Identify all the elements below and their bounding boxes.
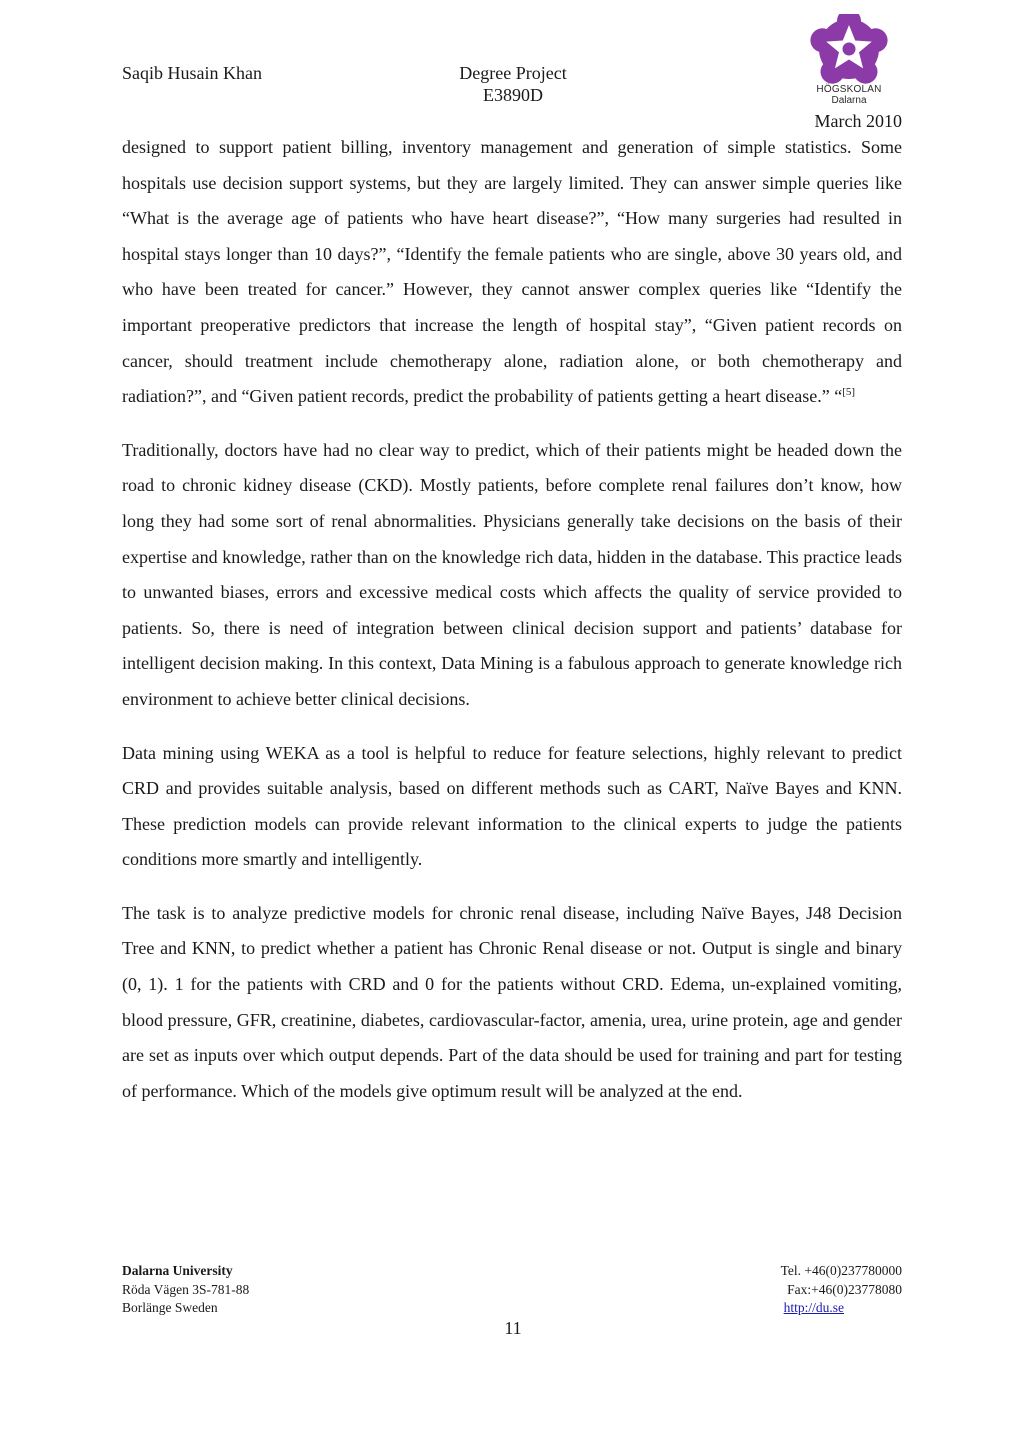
university-logo (808, 14, 890, 110)
footer-street: Röda Vägen 3S-781-88 (122, 1281, 250, 1297)
logo-text-dalarna: Dalarna (831, 95, 867, 106)
header-project-title: Degree Project (459, 63, 567, 83)
logo-text-hogskolan: HÖGSKOLAN (816, 84, 882, 95)
paragraph-2: Traditionally, doctors have had no clear way to predict, which of their patients might be headed down the road to chronic kidney disease (CKD). Mostly patients, before complete renal failures don’t know, how long they had some sort of renal abnormalities. Physicians generally take decisions on the basis of their expertise and knowledge, rather than on the knowledge rich data, hidden in the database. This practice leads to unwanted biases, errors and excessive medical costs which affects the quality of service provided to patients. So, there is need of integration between clinical decision support and patients’ database for intelligent decision making. In this context, Data Mining is a fabulous approach to generate knowledge rich environment to achieve better clinical decisions. (122, 439, 902, 709)
paragraph-1 (122, 130, 902, 415)
footer-website-link[interactable]: http://du.se (783, 1300, 844, 1315)
header-author: Saqib Husain Khan (122, 63, 262, 83)
header-date: March 2010 (814, 111, 902, 131)
footer-address (122, 1262, 249, 1318)
paragraph-1-text: designed to support patient billing, inventory management and generation of simple statistics. Some hospitals use decision support systems, but they are largely limited. They can answer simple queries like “What is the average age of patients who have heart disease?”, “How many surgeries had resulted in hospital stays longer than 10 days?”, “Identify the female patients who are single, above 30 years old, and who have been treated for cancer.” However, they cannot answer complex queries like “Identify the important preoperative predictors that increase the length of hospital stay”, “Given patient records on cancer, should treatment include chemotherapy alone, radiation alone, or both chemotherapy and radiation?”, and “Given patient records, predict the probability of patients getting a heart disease.” “ (122, 137, 902, 407)
paragraph-4: The task is to analyze predictive models for chronic renal disease, including Naïve Bayes, J48 Decision Tree and KNN, to predict whether a patient has Chronic Renal disease or not. Output is single and binary (0, 1). 1 for the patients with CRD and 0 for the patients without CRD. Edema, un-explained vomiting, blood pressure, GFR, creatinine, diabetes, cardiovascular-factor, amenia, urea, urine protein, age and gender are set as inputs over which output depends. Part of the data should be used for training and part for testing of performance. Which of the models give optimum result will be analyzed at the end. (122, 902, 902, 1101)
paragraph-3: Data mining using WEKA as a tool is helpful to reduce for feature selections, highly relevant to predict CRD and provides suitable analysis, based on different methods such as CART, Naïve Bayes and KNN. These prediction models can provide relevant information to the clinical experts to judge the patients conditions more smartly and intelligently. (122, 742, 902, 870)
footer-org-name: Dalarna University (122, 1263, 233, 1278)
body-text (122, 130, 902, 1127)
footer-city: Borlänge Sweden (122, 1300, 218, 1315)
star-flower-logo-icon (808, 14, 890, 84)
page-number: 11 (504, 1318, 522, 1338)
citation-reference: [5] (842, 386, 856, 399)
footer-contact (781, 1262, 902, 1318)
footer-phone: Tel. +46(0)237780000 (780, 1263, 902, 1278)
header-project (452, 62, 574, 106)
header-project-code: E3890D (483, 85, 543, 105)
footer-fax: Fax:+46(0)23778080 (787, 1281, 902, 1297)
